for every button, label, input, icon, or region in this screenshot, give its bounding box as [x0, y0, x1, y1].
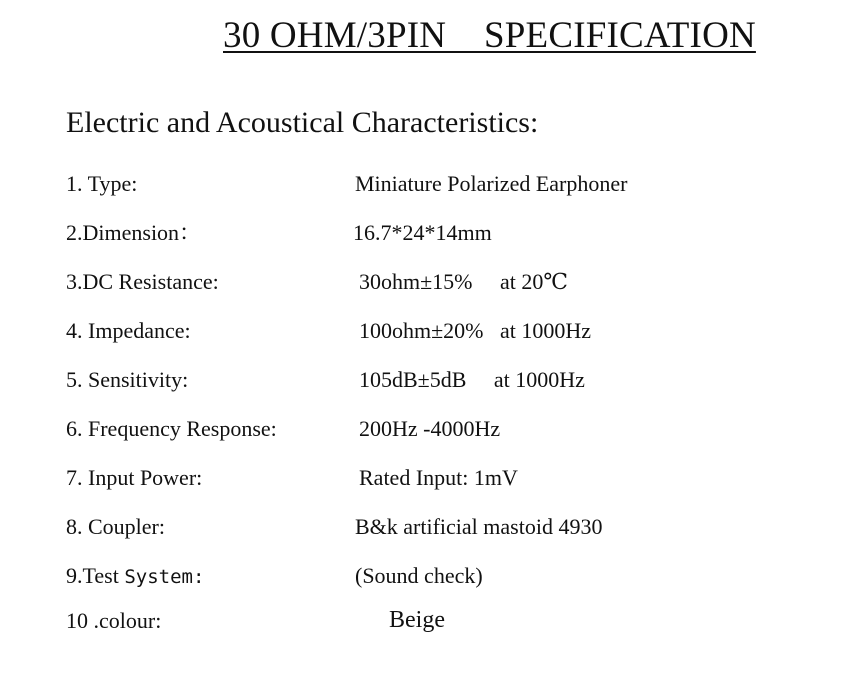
spec-value-sensitivity: 105dB±5dB at 1000Hz — [359, 367, 585, 392]
section-heading: Electric and Acoustical Characteristics: — [66, 106, 539, 139]
spec-value-colour: Beige — [389, 607, 445, 633]
spec-label-sensitivity: 5. Sensitivity: — [66, 367, 189, 392]
spec-label-test-system-suffix: System: — [124, 566, 205, 588]
spec-value-test-system: (Sound check) — [355, 563, 483, 588]
spec-label-impedance: 4. Impedance: — [66, 318, 191, 343]
spec-label-test-system — [66, 562, 204, 591]
spec-label-dimension: 2.Dimension： — [66, 220, 202, 245]
spec-label-frequency-response: 6. Frequency Response: — [66, 416, 277, 441]
spec-label-dc-resistance: 3.DC Resistance: — [66, 269, 219, 294]
spec-value-input-power: Rated Input: 1mV — [359, 465, 518, 490]
spec-label-type: 1. Type: — [66, 171, 138, 196]
spec-value-frequency-response: 200Hz -4000Hz — [359, 416, 501, 441]
spec-value-coupler: B&k artificial mastoid 4930 — [355, 514, 603, 539]
spec-label-coupler: 8. Coupler: — [66, 514, 165, 539]
spec-label-input-power: 7. Input Power: — [66, 465, 203, 490]
spec-label-test-system-prefix: 9.Test — [66, 563, 125, 588]
spec-value-dc-resistance: 30ohm±15% at 20℃ — [359, 269, 568, 294]
spec-label-colour: 10 .colour: — [66, 608, 162, 633]
spec-value-type: Miniature Polarized Earphoner — [355, 171, 628, 196]
spec-value-impedance: 100ohm±20% at 1000Hz — [359, 318, 592, 343]
page-title: 30 OHM/3PIN SPECIFICATION — [223, 15, 756, 56]
spec-value-dimension: 16.7*24*14mm — [353, 220, 492, 245]
